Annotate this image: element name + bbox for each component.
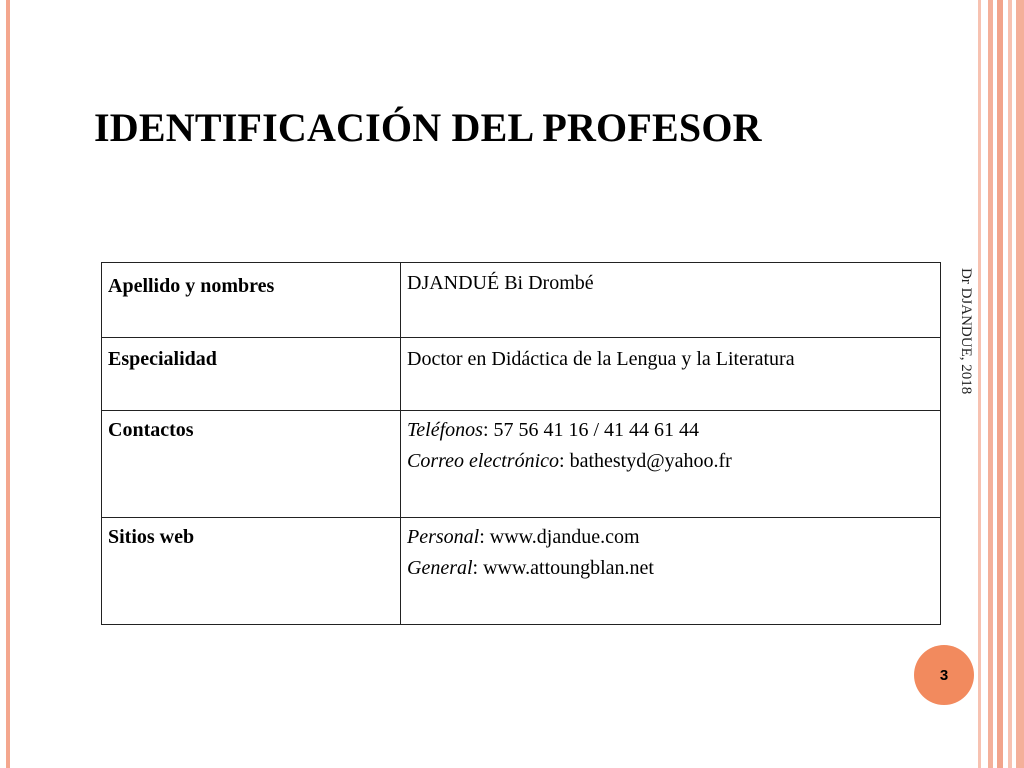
email-prefix: Correo electrónico — [407, 450, 560, 472]
right-decorative-stripe — [997, 0, 1003, 768]
slide-title: IDENTIFICACIÓN DEL PROFESOR — [94, 105, 762, 150]
personal-site-line — [407, 524, 934, 550]
general-site-line — [407, 550, 934, 586]
email-line — [407, 443, 934, 479]
row-value — [401, 338, 941, 411]
row-label — [102, 263, 401, 338]
general-site-prefix: General — [407, 557, 473, 579]
row-label — [102, 411, 401, 518]
name-value: DJANDUÉ Bi Drombé — [407, 272, 594, 294]
row-label-text: Especialidad — [108, 348, 217, 370]
specialty-value: Doctor en Didáctica de la Lengua y la Literatura — [407, 348, 795, 370]
phone-line — [407, 417, 934, 443]
row-value — [401, 411, 941, 518]
page-number: 3 — [939, 666, 949, 684]
right-decorative-stripe — [978, 0, 981, 768]
side-caption: Dr DJANDUE, 2018 — [958, 268, 974, 395]
row-label — [102, 338, 401, 411]
row-label-text: Apellido y nombres — [108, 275, 275, 297]
right-decorative-stripe — [1008, 0, 1012, 768]
left-decorative-stripe — [6, 0, 10, 768]
email-text: : bathestyd@yahoo.fr — [559, 450, 732, 472]
professor-info-table — [101, 262, 941, 625]
phone-text: : 57 56 41 16 / 41 44 61 44 — [482, 419, 700, 441]
table-row — [102, 411, 941, 518]
table-row — [102, 263, 941, 338]
table-row — [102, 338, 941, 411]
row-value — [401, 263, 941, 338]
personal-site-prefix: Personal — [407, 526, 480, 548]
general-site-text: : www.attoungblan.net — [472, 557, 654, 579]
right-decorative-stripe — [988, 0, 993, 768]
right-decorative-stripe — [1016, 0, 1024, 768]
row-value — [401, 518, 941, 625]
row-label-text: Contactos — [108, 419, 194, 441]
page-number-badge — [914, 645, 974, 705]
personal-site-text: : www.djandue.com — [479, 526, 640, 548]
table-row — [102, 518, 941, 625]
row-label — [102, 518, 401, 625]
phone-prefix: Teléfonos — [407, 419, 483, 441]
row-label-text: Sitios web — [108, 526, 195, 548]
